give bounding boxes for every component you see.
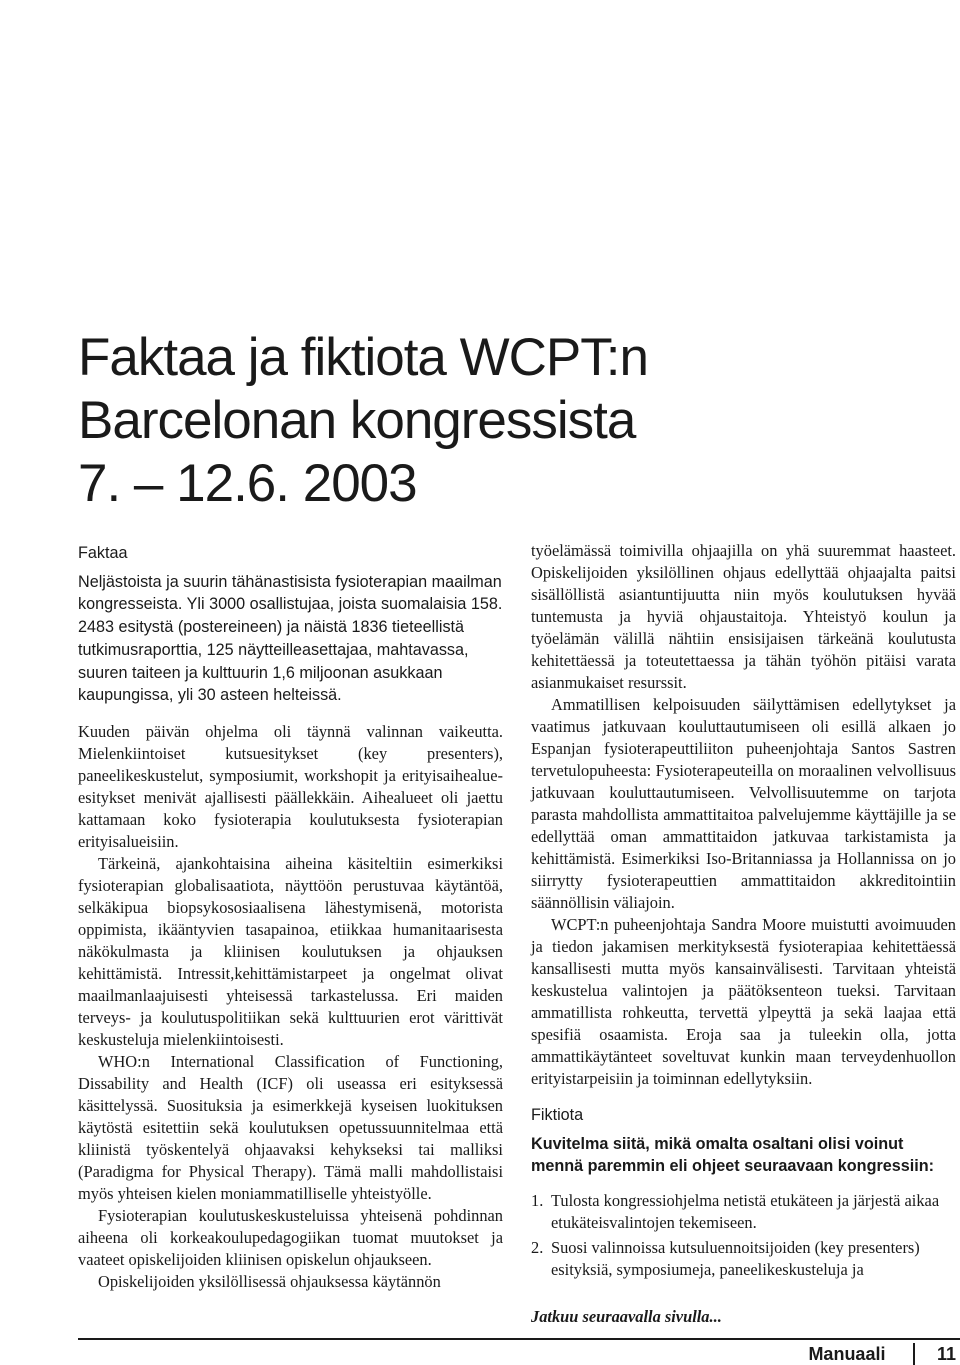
body-paragraph: Ammatillisen kelpoisuuden säilyttämisen edellytykset ja vaatimus jatkuvaan kouluttautumiseen oli esillä alkaen jo Espanjan fysioterapeuttiliiton puheenjohtaja Santos Sastren tervetulopuheesta: Fysioterapeuteilla on moraalinen velvollisuus jatkuvaan kouluttautumiseen. Velvollisuutemme on tarjota parasta mahdollista ammattitaitoa palvelujemme käyttäjille ja se edellyttää oman ammattitaidon jatkuvaa tarkistamista ja kehittämistä. Esimerkiksi Iso-Britanniassa ja Hollannissa on jo siirrytty fysioterapeuttien ammattitaidon akkreditointiin säännöllisin väliajoin.	[531, 695, 956, 912]
list-item	[531, 1237, 956, 1281]
body-paragraph: WHO:n International Classification of Functioning, Dissability and Health (ICF) oli useassa eri esityksessä käsittelyssä. Suosituksia ja esimerkkejä kyseisen luokituksen käytöstä esitettiin sekä koulutuksen opetussuunnitelmaa että kliinistä työskentelyä ohjaavaksi kehykseksi tai malliksi (Paradigma for Physical Therapy). Tämä malli mahdollistaisi myös yhteisen kielen moniammatilliselle yhteistyölle.	[78, 1051, 503, 1203]
list-text: Tulosta kongressiohjelma netistä etukäteen ja järjestä aikaa etukäteisvalintojen tekemiseen.	[551, 1191, 940, 1233]
body-paragraph: WCPT:n puheenjohtaja Sandra Moore muistutti avoimuuden ja tiedon jakamisen merkityksestä fysioterapiaa kehitettäessä kansallisesti mutta myös kansainvälisesti. Tarvitaan yhteistä keskustelua valintojen ja päätöksenteon tueksi. Tarvitaan ammatillista rohkeutta, tervettä ylpeyttä ja sekä laajaa että spesifiä osaamista. Eroja saa ja tuleekin olla, jotta ammattikäytänteet soveltuvat kunkin maan terveydenhuollon erityistarpeisiin ja toiminnan edellytyksiin.	[531, 915, 956, 1088]
title-line-1: Faktaa ja fiktiota WCPT:n	[78, 328, 648, 387]
article-title	[78, 326, 898, 515]
list-number: 1.	[531, 1191, 544, 1211]
body-paragraph: Kuuden päivän ohjelma oli täynnä valinnan vaikeutta. Mielenkiintoiset kutsuesitykset (key presenters), paneelikeskustelut, symposiumit, workshopit ja erityisaihealue-esitykset menivät ajallisesti päällekkäin. Aihealueet oli jaettu kattamaan koko fysioterapia koulutuksesta fysioterapian erityisalueisiin.	[78, 721, 503, 851]
title-line-3: 7. – 12.6. 2003	[78, 454, 417, 513]
advice-list	[531, 1190, 956, 1281]
body-paragraph: Tärkeinä, ajankohtaisina aiheina käsiteltiin esimerkiksi fysioterapian globalisaatiota, näyttöön perustuvaa käytäntöä, selkäkipua biopsykososiaalisena lähestymisenä, motorista oppimista, ikääntyvien tasapainoa, etiikkaa humanitaarisesta näkökulmasta ja kliinisen koulutuksen ja ohjauksen kehittämistä. Intressit,kehittämistarpeet ja ongelmat olivat maailmanlaajuisesti yhteisessä tarkastelussa. Eri maiden terveys- ja koulutuspolitiikan sekä kulttuurien erot värittivät keskusteluja mielenkiintoisesti.	[78, 853, 503, 1049]
left-column	[78, 542, 503, 1293]
footer-divider	[913, 1343, 915, 1365]
faktaa-lead: Neljästoista ja suurin tähänastisista fysioterapian maailman kongresseista. Yli 3000 osallistujaa, joista suomalaisia 158. 2483 esitystä (postereineen) ja näistä 1836 tieteellistä tutkimusraporttia, 125 näytteilleasettajaa, mahtavassa, suuren taiteen ja kulttuurin 1,6 miljoonan asukkaan kaupungissa, yli 30 asteen helteissä.	[78, 572, 503, 705]
title-line-2: Barcelonan kongressista	[78, 391, 636, 450]
fiktiota-lead: Kuvitelma siitä, mikä omalta osaltani olisi voinut mennä paremmin eli ohjeet seuraavaan kongressiin:	[531, 1134, 935, 1176]
body-paragraph: Opiskelijoiden yksilöllisessä ohjauksessa käytännön	[98, 1271, 441, 1291]
page-number: 11	[936, 1344, 956, 1364]
continued-note: Jatkuu seuraavalla sivulla...	[531, 1307, 722, 1327]
list-text: Suosi valinnoissa kutsuluennoitsijoiden (key presenters) esityksiä, symposiumeja, paneelikeskusteluja ja	[551, 1238, 920, 1280]
right-column	[531, 540, 956, 1327]
footer-rule	[78, 1338, 960, 1340]
list-item	[531, 1190, 956, 1234]
magazine-name: Manuaali	[808, 1344, 886, 1364]
body-paragraph: työelämässä toimivilla ohjaajilla on yhä suuremmat haasteet. Opiskelijoiden yksilöllinen ohjaus edellyttää ohjaajalta paitsi sisällöllistä asiantuntijuutta niin myös koulutuksen hyvää tuntemusta ja hyviä ohjaustaitoja. Yhteistyö koulun ja työelämän välillä nähtiin ensisijaisen tärkeänä koulutusta kehitettäessä ja toteutettaessa ja tähän työhön pitäisi varata asianmukaiset resurssit.	[531, 541, 956, 692]
fiktiota-label: Fiktiota	[531, 1106, 584, 1124]
list-number: 2.	[531, 1238, 544, 1258]
page-footer	[808, 1343, 960, 1365]
faktaa-label: Faktaa	[78, 544, 128, 562]
body-paragraph: Fysioterapian koulutuskeskusteluissa yhteisenä pohdinnan aiheena oli korkeakoulupedagogiikan tuomat muutokset ja vaateet opiskelijoiden kliinisen opiskelun ohjaukseen.	[78, 1205, 503, 1269]
